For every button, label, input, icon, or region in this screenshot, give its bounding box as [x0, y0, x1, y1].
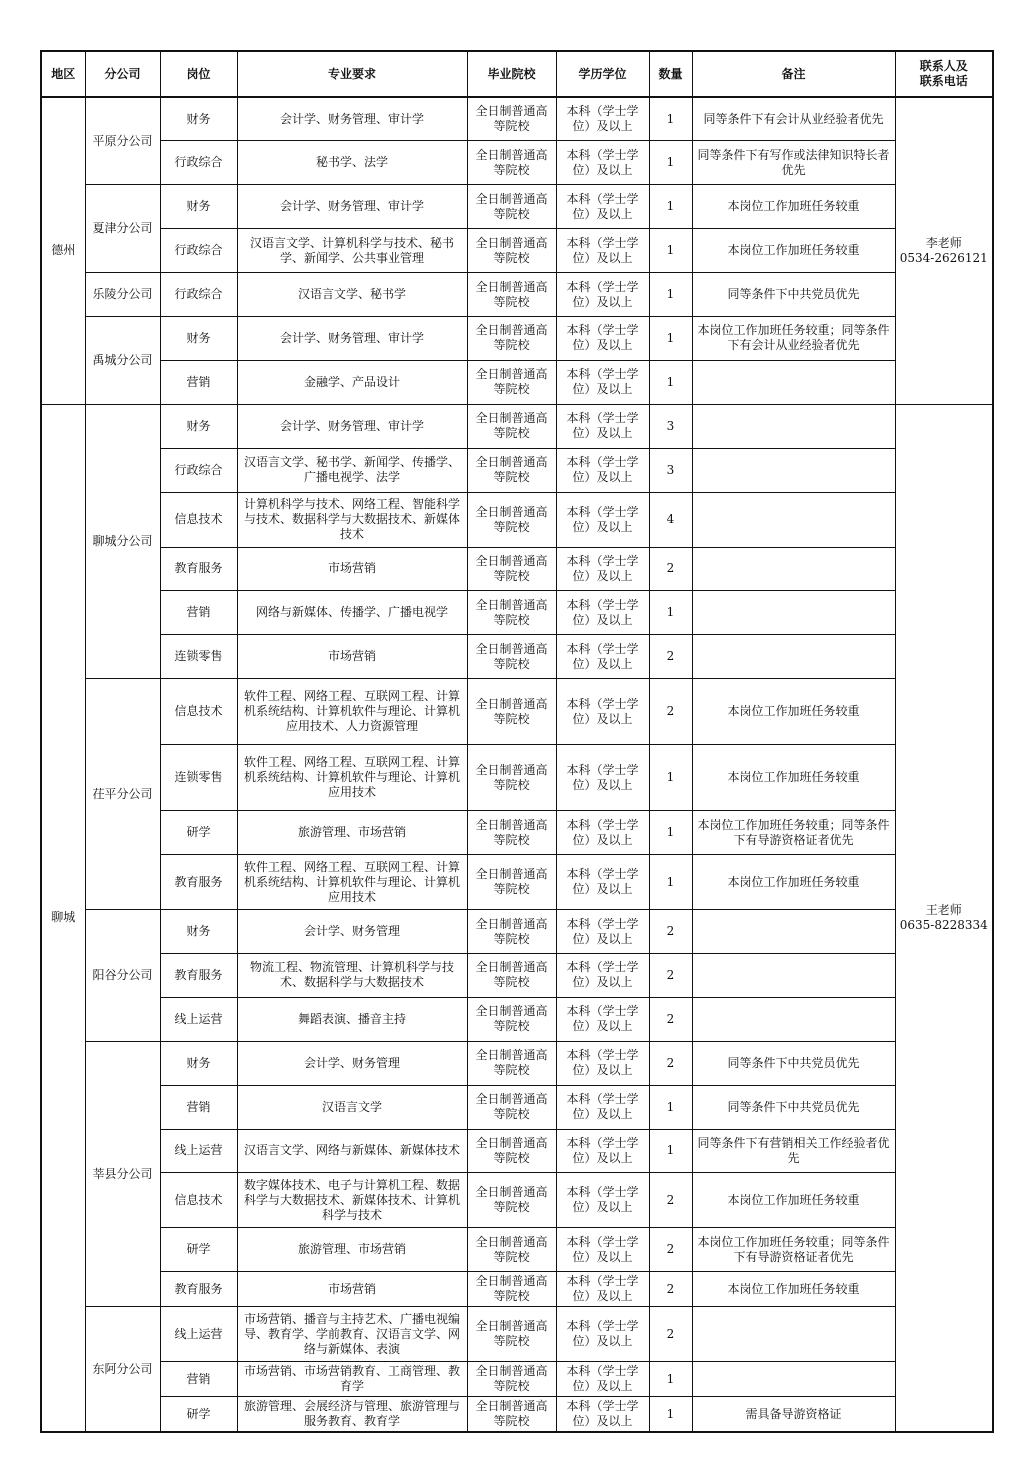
count-cell: 2 [649, 547, 692, 591]
remark-cell: 同等条件下中共党员优先 [692, 1085, 895, 1129]
degree-cell: 本科（学士学位）及以上 [556, 547, 649, 591]
branch-cell: 聊城分公司 [85, 404, 160, 678]
major-cell: 汉语言文学、计算机科学与技术、秘书学、新闻学、公共事业管理 [237, 229, 467, 273]
degree-cell: 本科（学士学位）及以上 [556, 97, 649, 141]
remark-cell [692, 492, 895, 547]
school-cell: 全日制普通高等院校 [467, 635, 556, 679]
school-cell: 全日制普通高等院校 [467, 953, 556, 997]
degree-cell: 本科（学士学位）及以上 [556, 679, 649, 745]
major-cell: 市场营销 [237, 635, 467, 679]
branch-cell: 平原分公司 [85, 97, 160, 185]
remark-cell [692, 448, 895, 492]
post-cell: 财务 [160, 97, 237, 141]
school-cell: 全日制普通高等院校 [467, 1397, 556, 1432]
degree-cell: 本科（学士学位）及以上 [556, 1307, 649, 1362]
table-row [41, 997, 993, 1041]
degree-cell: 本科（学士学位）及以上 [556, 492, 649, 547]
major-cell: 会计学、财务管理、审计学 [237, 97, 467, 141]
major-cell: 秘书学、法学 [237, 141, 467, 185]
major-cell: 旅游管理、会展经济与管理、旅游管理与服务教育、教育学 [237, 1397, 467, 1432]
table-row [41, 1228, 993, 1272]
major-cell: 会计学、财务管理、审计学 [237, 404, 467, 448]
degree-cell: 本科（学士学位）及以上 [556, 910, 649, 954]
count-cell: 1 [649, 745, 692, 811]
post-cell: 行政综合 [160, 141, 237, 185]
table-row [41, 591, 993, 635]
count-cell: 1 [649, 185, 692, 229]
table-row [41, 1397, 993, 1432]
table-row [41, 141, 993, 185]
table-body [41, 97, 993, 1432]
remark-cell: 同等条件下中共党员优先 [692, 1041, 895, 1085]
major-cell: 软件工程、网络工程、互联网工程、计算机系统结构、计算机软件与理论、计算机应用技术 [237, 745, 467, 811]
table-row [41, 1362, 993, 1397]
degree-cell: 本科（学士学位）及以上 [556, 855, 649, 910]
remark-cell [692, 910, 895, 954]
remark-cell [692, 953, 895, 997]
count-cell: 1 [649, 1397, 692, 1432]
remark-cell: 本岗位工作加班任务较重 [692, 1173, 895, 1228]
school-cell: 全日制普通高等院校 [467, 1362, 556, 1397]
degree-cell: 本科（学士学位）及以上 [556, 591, 649, 635]
school-cell: 全日制普通高等院校 [467, 1173, 556, 1228]
degree-cell: 本科（学士学位）及以上 [556, 273, 649, 317]
header-row [41, 51, 993, 97]
remark-cell: 同等条件下有会计从业经验者优先 [692, 97, 895, 141]
post-cell: 线上运营 [160, 997, 237, 1041]
major-cell: 旅游管理、市场营销 [237, 1228, 467, 1272]
table-row [41, 855, 993, 910]
school-cell: 全日制普通高等院校 [467, 97, 556, 141]
school-cell: 全日制普通高等院校 [467, 1272, 556, 1307]
table-row [41, 185, 993, 229]
header-major: 专业要求 [237, 51, 467, 97]
major-cell: 汉语言文学、网络与新媒体、新媒体技术 [237, 1129, 467, 1173]
post-cell: 信息技术 [160, 679, 237, 745]
count-cell: 2 [649, 910, 692, 954]
remark-cell: 本岗位工作加班任务较重 [692, 745, 895, 811]
remark-cell: 本岗位工作加班任务较重；同等条件下有会计从业经验者优先 [692, 316, 895, 360]
major-cell: 市场营销、市场营销教育、工商管理、教育学 [237, 1362, 467, 1397]
school-cell: 全日制普通高等院校 [467, 273, 556, 317]
count-cell: 1 [649, 1362, 692, 1397]
remark-cell: 本岗位工作加班任务较重；同等条件下有导游资格证者优先 [692, 811, 895, 855]
table-row [41, 1307, 993, 1362]
degree-cell: 本科（学士学位）及以上 [556, 1129, 649, 1173]
count-cell: 3 [649, 448, 692, 492]
table-row [41, 1272, 993, 1307]
major-cell: 汉语言文学、秘书学、新闻学、传播学、广播电视学、法学 [237, 448, 467, 492]
count-cell: 2 [649, 1307, 692, 1362]
school-cell: 全日制普通高等院校 [467, 1129, 556, 1173]
major-cell: 旅游管理、市场营销 [237, 811, 467, 855]
school-cell: 全日制普通高等院校 [467, 1228, 556, 1272]
post-cell: 行政综合 [160, 229, 237, 273]
post-cell: 财务 [160, 910, 237, 954]
school-cell: 全日制普通高等院校 [467, 185, 556, 229]
remark-cell [692, 635, 895, 679]
major-cell: 计算机科学与技术、网络工程、智能科学与技术、数据科学与大数据技术、新媒体技术 [237, 492, 467, 547]
remark-cell [692, 997, 895, 1041]
table-row [41, 953, 993, 997]
header-remark: 备注 [692, 51, 895, 97]
school-cell: 全日制普通高等院校 [467, 855, 556, 910]
school-cell: 全日制普通高等院校 [467, 997, 556, 1041]
table-row [41, 811, 993, 855]
remark-cell: 需具备导游资格证 [692, 1397, 895, 1432]
major-cell: 会计学、财务管理、审计学 [237, 316, 467, 360]
count-cell: 2 [649, 953, 692, 997]
table-row [41, 273, 993, 317]
degree-cell: 本科（学士学位）及以上 [556, 360, 649, 404]
region-cell: 德州 [41, 97, 85, 404]
remark-cell: 本岗位工作加班任务较重；同等条件下有导游资格证者优先 [692, 1228, 895, 1272]
remark-cell: 同等条件下有营销相关工作经验者优先 [692, 1129, 895, 1173]
remark-cell: 本岗位工作加班任务较重 [692, 855, 895, 910]
post-cell: 行政综合 [160, 448, 237, 492]
remark-cell [692, 360, 895, 404]
post-cell: 线上运营 [160, 1307, 237, 1362]
degree-cell: 本科（学士学位）及以上 [556, 635, 649, 679]
branch-cell: 东阿分公司 [85, 1307, 160, 1432]
major-cell: 金融学、产品设计 [237, 360, 467, 404]
table-row [41, 1173, 993, 1228]
count-cell: 2 [649, 635, 692, 679]
remark-cell [692, 404, 895, 448]
post-cell: 财务 [160, 404, 237, 448]
degree-cell: 本科（学士学位）及以上 [556, 141, 649, 185]
table-row [41, 448, 993, 492]
major-cell: 舞蹈表演、播音主持 [237, 997, 467, 1041]
recruitment-table-sheet [40, 50, 994, 1433]
header-school: 毕业院校 [467, 51, 556, 97]
post-cell: 研学 [160, 1228, 237, 1272]
header-count: 数量 [649, 51, 692, 97]
remark-cell [692, 591, 895, 635]
degree-cell: 本科（学士学位）及以上 [556, 1272, 649, 1307]
post-cell: 行政综合 [160, 273, 237, 317]
branch-cell: 禹城分公司 [85, 316, 160, 404]
degree-cell: 本科（学士学位）及以上 [556, 1041, 649, 1085]
degree-cell: 本科（学士学位）及以上 [556, 1173, 649, 1228]
degree-cell: 本科（学士学位）及以上 [556, 997, 649, 1041]
major-cell: 软件工程、网络工程、互联网工程、计算机系统结构、计算机软件与理论、计算机应用技术 [237, 855, 467, 910]
school-cell: 全日制普通高等院校 [467, 591, 556, 635]
school-cell: 全日制普通高等院校 [467, 360, 556, 404]
count-cell: 1 [649, 141, 692, 185]
major-cell: 软件工程、网络工程、互联网工程、计算机系统结构、计算机软件与理论、计算机应用技术、人力资源管理 [237, 679, 467, 745]
school-cell: 全日制普通高等院校 [467, 745, 556, 811]
school-cell: 全日制普通高等院校 [467, 141, 556, 185]
school-cell: 全日制普通高等院校 [467, 448, 556, 492]
branch-cell: 乐陵分公司 [85, 273, 160, 317]
degree-cell: 本科（学士学位）及以上 [556, 316, 649, 360]
post-cell: 信息技术 [160, 492, 237, 547]
table-row [41, 229, 993, 273]
branch-cell: 夏津分公司 [85, 185, 160, 273]
school-cell: 全日制普通高等院校 [467, 1307, 556, 1362]
branch-cell: 阳谷分公司 [85, 910, 160, 1042]
remark-cell: 同等条件下中共党员优先 [692, 273, 895, 317]
major-cell: 市场营销 [237, 547, 467, 591]
post-cell: 教育服务 [160, 1272, 237, 1307]
degree-cell: 本科（学士学位）及以上 [556, 404, 649, 448]
school-cell: 全日制普通高等院校 [467, 1041, 556, 1085]
header-branch: 分公司 [85, 51, 160, 97]
remark-cell [692, 1362, 895, 1397]
count-cell: 1 [649, 855, 692, 910]
school-cell: 全日制普通高等院校 [467, 910, 556, 954]
remark-cell: 同等条件下有写作或法律知识特长者优先 [692, 141, 895, 185]
degree-cell: 本科（学士学位）及以上 [556, 448, 649, 492]
degree-cell: 本科（学士学位）及以上 [556, 1362, 649, 1397]
table-row [41, 1041, 993, 1085]
major-cell: 市场营销、播音与主持艺术、广播电视编导、教育学、学前教育、汉语言文学、网络与新媒体、表演 [237, 1307, 467, 1362]
degree-cell: 本科（学士学位）及以上 [556, 185, 649, 229]
table-row [41, 492, 993, 547]
post-cell: 教育服务 [160, 547, 237, 591]
degree-cell: 本科（学士学位）及以上 [556, 1397, 649, 1432]
table-row [41, 1085, 993, 1129]
school-cell: 全日制普通高等院校 [467, 404, 556, 448]
major-cell: 会计学、财务管理 [237, 1041, 467, 1085]
post-cell: 教育服务 [160, 953, 237, 997]
count-cell: 1 [649, 360, 692, 404]
school-cell: 全日制普通高等院校 [467, 679, 556, 745]
post-cell: 财务 [160, 316, 237, 360]
major-cell: 数字媒体技术、电子与计算机工程、数据科学与大数据技术、新媒体技术、计算机科学与技术 [237, 1173, 467, 1228]
table-row [41, 679, 993, 745]
degree-cell: 本科（学士学位）及以上 [556, 1228, 649, 1272]
contact-cell: 李老师 0534-2626121 [895, 97, 993, 404]
major-cell: 市场营销 [237, 1272, 467, 1307]
post-cell: 营销 [160, 360, 237, 404]
count-cell: 1 [649, 1129, 692, 1173]
major-cell: 会计学、财务管理 [237, 910, 467, 954]
degree-cell: 本科（学士学位）及以上 [556, 953, 649, 997]
remark-cell: 本岗位工作加班任务较重 [692, 229, 895, 273]
post-cell: 营销 [160, 591, 237, 635]
degree-cell: 本科（学士学位）及以上 [556, 745, 649, 811]
region-cell: 聊城 [41, 404, 85, 1432]
table-row [41, 745, 993, 811]
post-cell: 连锁零售 [160, 745, 237, 811]
table-row [41, 1129, 993, 1173]
post-cell: 财务 [160, 1041, 237, 1085]
table-row [41, 635, 993, 679]
major-cell: 网络与新媒体、传播学、广播电视学 [237, 591, 467, 635]
post-cell: 研学 [160, 1397, 237, 1432]
header-degree: 学历学位 [556, 51, 649, 97]
count-cell: 1 [649, 1085, 692, 1129]
table-row [41, 97, 993, 141]
header-contact: 联系人及 联系电话 [895, 51, 993, 97]
post-cell: 财务 [160, 185, 237, 229]
count-cell: 4 [649, 492, 692, 547]
post-cell: 营销 [160, 1362, 237, 1397]
header-post: 岗位 [160, 51, 237, 97]
remark-cell [692, 547, 895, 591]
count-cell: 3 [649, 404, 692, 448]
school-cell: 全日制普通高等院校 [467, 1085, 556, 1129]
degree-cell: 本科（学士学位）及以上 [556, 229, 649, 273]
school-cell: 全日制普通高等院校 [467, 316, 556, 360]
remark-cell: 本岗位工作加班任务较重 [692, 185, 895, 229]
table-row [41, 316, 993, 360]
degree-cell: 本科（学士学位）及以上 [556, 1085, 649, 1129]
contact-cell: 王老师 0635-8228334 [895, 404, 993, 1432]
branch-cell: 莘县分公司 [85, 1041, 160, 1307]
count-cell: 1 [649, 273, 692, 317]
count-cell: 1 [649, 811, 692, 855]
table-row [41, 360, 993, 404]
count-cell: 2 [649, 1041, 692, 1085]
post-cell: 连锁零售 [160, 635, 237, 679]
post-cell: 研学 [160, 811, 237, 855]
school-cell: 全日制普通高等院校 [467, 547, 556, 591]
count-cell: 1 [649, 97, 692, 141]
table-row [41, 910, 993, 954]
count-cell: 2 [649, 997, 692, 1041]
table-row [41, 547, 993, 591]
count-cell: 1 [649, 316, 692, 360]
count-cell: 1 [649, 591, 692, 635]
count-cell: 2 [649, 679, 692, 745]
major-cell: 汉语言文学 [237, 1085, 467, 1129]
post-cell: 信息技术 [160, 1173, 237, 1228]
recruitment-table [40, 50, 994, 1433]
post-cell: 营销 [160, 1085, 237, 1129]
school-cell: 全日制普通高等院校 [467, 492, 556, 547]
major-cell: 汉语言文学、秘书学 [237, 273, 467, 317]
major-cell: 会计学、财务管理、审计学 [237, 185, 467, 229]
post-cell: 教育服务 [160, 855, 237, 910]
post-cell: 线上运营 [160, 1129, 237, 1173]
school-cell: 全日制普通高等院校 [467, 229, 556, 273]
degree-cell: 本科（学士学位）及以上 [556, 811, 649, 855]
major-cell: 物流工程、物流管理、计算机科学与技术、数据科学与大数据技术 [237, 953, 467, 997]
count-cell: 2 [649, 1272, 692, 1307]
branch-cell: 茌平分公司 [85, 679, 160, 910]
count-cell: 2 [649, 1228, 692, 1272]
count-cell: 2 [649, 1173, 692, 1228]
header-region: 地区 [41, 51, 85, 97]
remark-cell: 本岗位工作加班任务较重 [692, 1272, 895, 1307]
table-row [41, 404, 993, 448]
school-cell: 全日制普通高等院校 [467, 811, 556, 855]
remark-cell [692, 1307, 895, 1362]
remark-cell: 本岗位工作加班任务较重 [692, 679, 895, 745]
count-cell: 1 [649, 229, 692, 273]
